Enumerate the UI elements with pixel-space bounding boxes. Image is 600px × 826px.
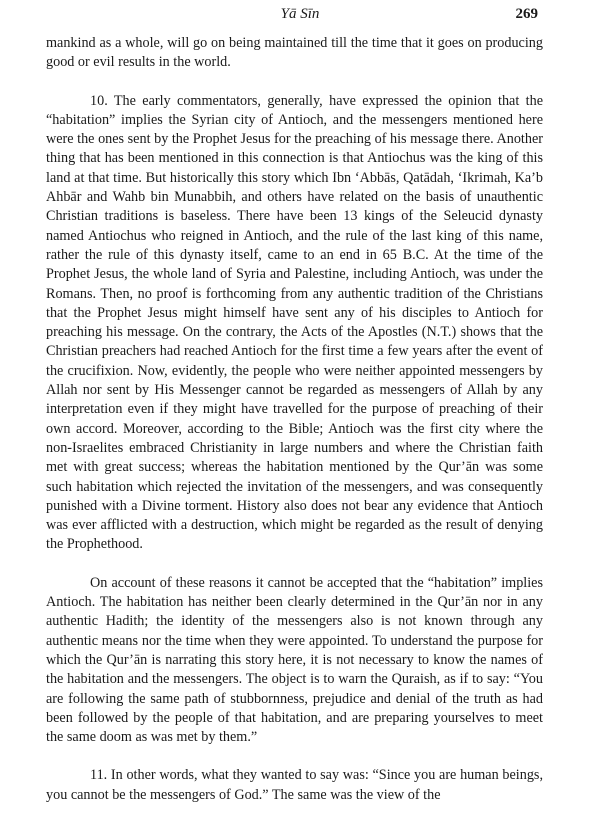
running-head: Yā Sīn [280,6,320,22]
paragraph-continuation: mankind as a whole, will go on being maintained till the time that it goes on producing good or evil results in the world. [46,35,543,71]
body-text [46,34,543,805]
paragraph-note-10: 10. The early commentators, generally, have expressed the opinion that the “habitation” implies the Syrian city of Antioch, and the messengers mentioned here were the ones sent by the Prophet Jesus for the preaching of his message there. Another thing that has been mentioned in this connection is that Antiochus was the king of this land at that time. But historically this story which Ibn ‘Abbās, Qatādah, ‘Ikrimah, Ka’b Ahbār and Wahb bin Munabbih, and others have related on the basis of unauthentic Christian traditions is baseless. There have been 13 kings of the Seleucid dynasty named Antiochus who reigned in Antioch, and the rule of the last king of this name, rather the rule of this dynasty itself, came to an end in 65 B.C. At the time of the Prophet Jesus, the whole land of Syria and Palestine, including Antioch, was under the Romans. Then, no proof is forthcoming from any authentic tradition of the Christians that the Prophet Jesus might himself have sent any of his disciples to Antioch for preaching his message. On the contrary, the Acts of the Apostles (N.T.) shows that the Christian preachers had reached Antioch for the first time a few years after the event of the crucifixion. Now, evidently, the people who were neither appointed messengers by Allah nor sent by His Messenger cannot be regarded as messengers of Allah by any interpretation even if they might have travelled for the purpose of preaching of their own accord. Moreover, according to the Bible; Antioch was the first city where the non-Israelites embraced Christianity in large numbers and where the Christian faith met with great success; whereas the habitation mentioned by the Qur’ān was some such habitation which rejected the invitation of the messengers, and was consequently punished with a Divine torment. History also does not bear any evidence that Antioch was ever afflicted with a destruction, which might be regarded as the result of denying the Prophethood. [46,92,543,553]
page-number: 269 [515,6,538,22]
page-header [0,0,600,30]
paragraph-antioch-conclusion: On account of these reasons it cannot be accepted that the “habitation” implies Antioch. The habitation has neither been clearly determined in the Qur’ān nor in any authentic Hadith; the identity of the messengers also is not known through any authentic means nor the time when they were appointed. To understand the purpose for which the Qur’ān is narrating this story here, it is not necessary to know the names of the habitation and the messengers. The object is to warn the Quraish, as if to say: “You are following the same path of stubbornness, prejudice and denial of the truth as had been followed by the people of that habitation, and are preparing yourselves to meet the same doom as was met by them.” [46,574,543,746]
paragraph-note-11: 11. In other words, what they wanted to say was: “Since you are human beings, you cannot be the messengers of God.” The same was the view of the [46,767,543,803]
